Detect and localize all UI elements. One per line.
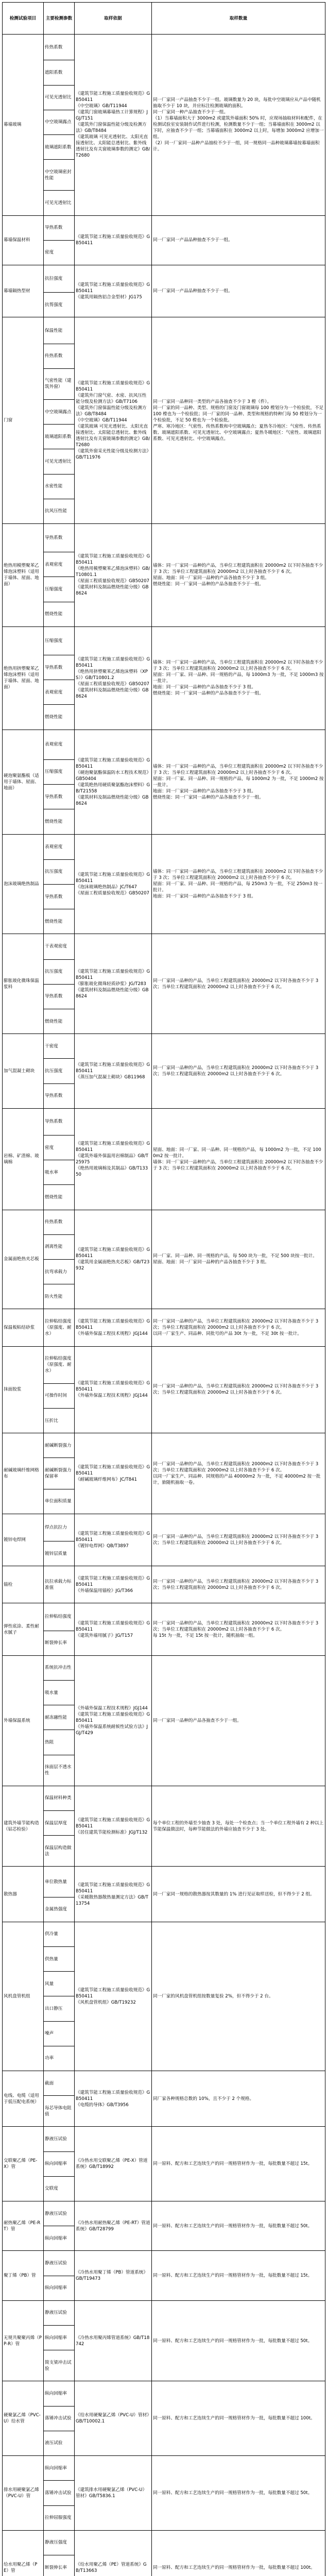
test-item-cell: 保温板粘结砂浆 (3, 1309, 44, 1346)
parameter-cell: 拉伸屈服强度 (44, 2505, 75, 2530)
parameter-cell: 燃烧性能 (44, 1185, 75, 1210)
table-body (3, 35, 325, 2576)
sampling-quantity-cell: 同一厂家同一品种的产品各抽查不少于一组。 (152, 1655, 325, 1786)
parameter-cell: 液压试验 (44, 2431, 75, 2455)
parameter-cell: 剥离性能 (44, 1234, 75, 1259)
table-row (3, 1210, 325, 1234)
table-row (3, 215, 325, 240)
sampling-basis-cell: 《建筑节能工程施工质量验收规范》GB50411 《外墙外保温工程技术规程》JGJ144 (75, 1309, 152, 1346)
header-row (3, 3, 325, 35)
parameter-cell: 可操作时间 (44, 1383, 75, 1408)
parameter-cell: 表观密度 (44, 834, 75, 859)
parameter-cell: 密度 (44, 240, 75, 265)
table-row (3, 317, 325, 344)
parameter-cell: 抹面层不透水性 (44, 1755, 75, 1786)
sampling-quantity-cell: 同一厂家同一品种的产品，当单位工程建筑面积在 20000m2 以下时各抽查不少于 3 次；当单位工程建筑面积在 20000m2 以上时各抽查不少于 6 次。 以同一厂家生产、同品种、同规格的产品 40000m2 为一批，不足 40000m2 按一批计，旅随机抽取一卷。 (152, 1433, 325, 1514)
sampling-basis-cell: 《建筑节能工程施工质量验收规范》GB50411 《蒸压加气混凝土砌块》GB11968 (75, 1034, 152, 1109)
parameter-cell: 导热系数 (44, 215, 75, 240)
parameter-cell: 吸水量 (44, 1681, 75, 1705)
sampling-quantity-cell: 屋面、地面：同一厂家、同一品种、同一规格的产品，每 1000m2 为一批，不足 1000m2 按一批计。 墙体：同一厂家同一品种的产品，当单位工程建筑面积在 20000m2 以下时各抽查不少于 3 次；当单位工程建筑面积在 20000m2 以上时各抽查不少于 6 次。 (152, 1108, 325, 1210)
test-item-cell: 抹面胶浆 (3, 1346, 44, 1433)
parameter-cell: 传热系数 (44, 344, 75, 368)
parameter-cell: 密度 (44, 1135, 75, 1160)
sampling-quantity-cell: 同一厂家同一品种的产品，当单位工程建筑面积在 20000m2 以下时各抽查不少于 3 次；当单位工程建筑面积在 20000m2 以上时各抽查不少于 6 次。 每 15t 为一批，不足 15t 按一批计，随机抽取一组。 (152, 1603, 325, 1655)
sampling-quantity-cell: 同一原料、配方和工艺连续生产的同一规格管材作为一批，每批数量不超过 50t。 (152, 2456, 325, 2531)
parameter-cell: 抗弯承载力 (44, 1259, 75, 1284)
test-item-cell: 幕墙隔热型材 (3, 265, 44, 317)
table-row (3, 1108, 325, 1135)
sampling-basis-cell: 《给水用聚乙烯（PE）管道系统》GB/T13663 (75, 2530, 152, 2576)
parameter-cell: 水密性能 (44, 474, 75, 499)
sampling-basis-cell: 《建筑节能工程施工质量验收规范》GB50411 《电缆的导体》GB/T3956 (75, 2071, 152, 2127)
test-item-cell: 风机盘管机组 (3, 1922, 44, 2071)
sampling-basis-cell: 《建筑节能工程施工质量验收规范》GB50411 《建筑用金属面绝热夹芯板》GB/T23932 (75, 1210, 152, 1309)
sampling-quantity-cell: 同一原料、配方和工艺连续生产的同一规格管材作为一批，每批数量不超过 100t。 (152, 2530, 325, 2576)
sampling-quantity-cell: 同一厂家同一品种的产品，当单位工程建筑面积在 20000m2 以下时各抽查不少于 3 次；当单位工程建筑面积在 20000m2 以上时各抽查不少于 6 次。 以同一厂家生产、同品种、同批号的产品 30t 为一批，不足 30t 按一批计。 (152, 1309, 325, 1346)
test-item-cell: 膨胀玻化微珠保温浆料 (3, 934, 44, 1034)
test-item-cell: 弹性底涂、柔性耐水腻子 (3, 1603, 44, 1655)
test-item-cell: 锚栓 (3, 1566, 44, 1603)
test-item-cell: 排水用硬聚氯乙烯（PVC-U）管 (3, 2456, 44, 2531)
sampling-basis-cell: 《建筑节能工程施工质量验收规范》GB50411 《采暖散热器散热量测定方法》GB/T13754 (75, 1867, 152, 1922)
parameter-cell: 纵向回缩率 (44, 2151, 75, 2176)
parameter-cell: 抗拉承载力标准值 (44, 1566, 75, 1603)
parameter-cell: 压缩强度 (44, 626, 75, 655)
parameter-cell: 抗压强度 (44, 959, 75, 984)
parameter-cell: 干密度 (44, 1034, 75, 1059)
table-row (3, 1922, 325, 1946)
sampling-quantity-cell: 同一厂家同一品种的产品，当单位工程建筑面积在 20000m2 以下时各抽查不少于 3 次；当单位工程建筑面积在 20000m2 以上时各抽查不少于 6 次。 (152, 1034, 325, 1109)
parameter-cell: 干表观密度 (44, 934, 75, 959)
parameter-cell: 供冷量 (44, 1922, 75, 1946)
table-row (3, 1603, 325, 1631)
sampling-basis-cell: 《冷热水用聚丙烯管道系统》GB/T18742 (75, 2300, 152, 2381)
parameter-cell: 交联度 (44, 2176, 75, 2201)
parameter-cell: 拉伸粘结强度（原强度、耐水） (44, 1346, 75, 1383)
parameter-cell: 燃烧性能 (44, 809, 75, 834)
parameter-cell: 静液压试验 (44, 2251, 75, 2276)
sampling-quantity-cell: 同一厂家的风机盘管机组按数量复验 2%，但不得少于 2 台。 (152, 1922, 325, 2071)
parameter-cell: 燃烧性能 (44, 909, 75, 934)
parameter-cell: 风量 (44, 1972, 75, 1996)
parameter-cell: 噪声 (44, 2021, 75, 2046)
parameter-cell: 压缩强度 (44, 577, 75, 602)
table-row (3, 626, 325, 655)
parameter-cell: 抗压强度 (44, 859, 75, 884)
parameter-cell: 导热系数 (44, 785, 75, 809)
table-row (3, 2456, 325, 2481)
sampling-basis-cell: 《建筑节能工程施工质量验收规范》GB50411 《建筑外墙外保温用岩棉制品》GB/T25975 《绝热用玻璃棉及其制品》GB/T13350 (75, 1108, 152, 1210)
sampling-basis-cell: 《外墙外保温工程技术规程》JGJ144 《建筑节能工程施工质量验收规范》GB50411 《外墙外保温系统耐候性试验方法》JGJ/T429 (75, 1655, 152, 1786)
sampling-basis-cell: 《建筑节能工程施工质量验收规范》GB50411 (75, 215, 152, 265)
parameter-cell: 功率 (44, 2046, 75, 2071)
table-row (3, 2071, 325, 2096)
table-row (3, 1786, 325, 1810)
sampling-quantity-cell: 同一厂家同一品种的产品，当单位工程建筑面积在 20000m2 以下时各抽查不少于 3 次；当单位工程建筑面积在 20000m2 以上时各抽查不少于 6 次。 (152, 1346, 325, 1433)
parameter-cell: 防火性能 (44, 1284, 75, 1309)
test-item-cell: 散热器 (3, 1867, 44, 1922)
parameter-cell: 金属热强度 (44, 1897, 75, 1922)
parameter-cell: 可见光透射比 (44, 85, 75, 110)
test-item-cell: 建筑外墙节能构造（钻芯检验） (3, 1786, 44, 1867)
sampling-quantity-cell: 同一原料、配方和工艺连续生产的同一规格管材作为一批，每批数量不超过 100t。 (152, 2381, 325, 2456)
test-item-cell: 金属面绝热夹芯板 (3, 1210, 44, 1309)
parameter-cell: 抗剪强度 (44, 293, 75, 317)
parameter-cell: 抗压强度 (44, 1059, 75, 1083)
sampling-quantity-cell: 墙体：同一厂家同一品种的产品，当单位工程建筑面积在 20000m2 以下时各抽查不少于 3 次；当单位工程建筑面积在 20000m2 以上时各抽查不少于 6 次。 屋面、地面：同一厂家同一品种的产品各抽查不少于 3 组。 燃烧性能：同一厂家同一品种的产品各抽查不少于一组。 (152, 524, 325, 627)
sampling-basis-cell: 《建筑节能工程施工质量验收规范》GB50411 《膨胀玻化微珠轻质砂浆》JG/T283 《建筑材料及制品燃烧性能分级》GB8624 (75, 934, 152, 1034)
sampling-spec-table (2, 2, 325, 2576)
sampling-basis-cell: 《建筑节能工程施工质量验收规范》GB50411 《建筑用隔热铝合金型材》JG175 (75, 265, 152, 317)
test-item-cell: 幕墙玻璃 (3, 35, 44, 215)
parameter-cell: 传热系数 (44, 35, 75, 60)
parameter-cell: 中空玻璃露点 (44, 110, 75, 134)
table-row (3, 1514, 325, 1541)
parameter-cell: 导热系数 (44, 524, 75, 552)
parameter-cell: 导热系数 (44, 655, 75, 680)
sampling-basis-cell: 《建筑节能工程施工质量验收规范》GB50411 《中空玻璃》GB/T11944 《建筑门窗玻璃幕墙热工计算规程》JGJ/T151 《建筑外门窗保温性能分级及检测方法》GB/T8484 《建筑玻璃 可见光透射比、太阳光直接透射比、太阳能总透射比、紫外线透射比及有关窗玻璃参数的测定》GB/T2680 (75, 35, 152, 215)
table-row (3, 2530, 325, 2555)
parameter-cell: 导热系数 (44, 1108, 75, 1135)
parameter-cell: 焊点抗拉力 (44, 1514, 75, 1541)
parameter-cell: 断裂伸长率 (44, 2555, 75, 2576)
parameter-cell: 压缩强度 (44, 759, 75, 784)
parameter-cell: 静液压试验 (44, 2127, 75, 2151)
test-item-cell: 交联聚乙烯（PE-X）管 (3, 2127, 44, 2201)
parameter-cell: 镀锌层质量 (44, 1541, 75, 1566)
test-item-cell: 绝热用模塑聚苯乙烯泡沫塑料（适用于墙体、屋面、地面） (3, 524, 44, 627)
sampling-basis-cell: 《建筑节能工程施工质量验收规范》GB50411 《镀锌电焊网》QB/T3897 (75, 1514, 152, 1566)
parameter-cell: 静液压试验 (44, 2300, 75, 2325)
sampling-basis-cell: 《建筑节能工程施工质量验收规范》GB50411 《耐碱玻璃纤维网布》JC/T841 (75, 1433, 152, 1514)
parameter-cell: 可见光透射比 (44, 191, 75, 215)
parameter-cell: 每芯导体电阻值 (44, 2096, 75, 2127)
parameter-cell: 耐碱断裂强力保留率 (44, 1458, 75, 1489)
sampling-quantity-cell: 同厂家各种规格总数的 10%，且不少于 2 个规格。 (152, 2071, 325, 2127)
table-row (3, 2300, 325, 2325)
parameter-cell: 保温层厚度 (44, 1811, 75, 1836)
parameter-cell: 遮阳系数 (44, 60, 75, 85)
test-item-cell: 硬聚氯乙烯（PVC-U）给水管 (3, 2381, 44, 2456)
table-row (3, 1309, 325, 1346)
test-item-cell: 电线、电缆（适用于低压配电系统） (3, 2071, 44, 2127)
sampling-basis-cell: 《建筑节能工程施工质量验收规范》GB50411 《硬泡聚氨酯保温防水工程技术规范》GB50404 《建筑绝热用硬质聚氨酯泡沫塑料》GB/T21558 《建筑材料及制品燃烧性能分级》GB8624 (75, 730, 152, 834)
parameter-cell: 热阻 (44, 1730, 75, 1755)
sampling-basis-cell: 《建筑节能工程施工质量验收规范》GB50411 《绝热用挤塑聚苯乙烯泡沫塑料（XPS）》GB/T10801.2 《屋面工程质量验收规范》GB50207 《建筑材料及制品燃烧性能分级》GB8624 (75, 626, 152, 730)
parameter-cell: 供热量 (44, 1947, 75, 1972)
parameter-cell: 拉伸粘结强度（原强度、耐水） (44, 1309, 75, 1346)
sampling-basis-cell: 《冷热水用交联聚乙烯（PE-X）管道系统》GB/T18992 (75, 2127, 152, 2201)
sampling-quantity-cell: 墙体：同一厂家同一品种的产品，当单位工程建筑面积在 20000m2 以下时各抽查不少于 3 次；当单位工程建筑面积在 20000m2 以上时各抽查不少于 6 次。 屋面：同一厂家、同一品种、同一规格的产品，每 250m3 为一批，不足 250m3 按一批计。 地面：同一厂家同一品种的产品各抽查不少于 3 组。 (152, 834, 325, 934)
parameter-cell: 可见光透射比 (44, 449, 75, 474)
header-sampling-quantity: 取样数量 (152, 3, 325, 35)
parameter-cell: 导热系数 (44, 884, 75, 909)
sampling-quantity-cell: 同一厂家同一产品品种抽查不少于一组。 (152, 215, 325, 265)
table-row (3, 2381, 325, 2406)
header-test-item: 检测试验项目 (3, 3, 44, 35)
parameter-cell: 燃烧性能 (44, 1009, 75, 1033)
sampling-basis-cell: 《建筑节能工程施工质量验收规范》GB50411 《建筑外墙用腻子》JG/T157 (75, 1603, 152, 1655)
parameter-cell: 保温性能 (44, 317, 75, 344)
test-item-cell: 加气混凝土砌块 (3, 1034, 44, 1109)
parameter-cell: 玻璃遮阳系数 (44, 425, 75, 449)
parameter-cell: 单位面积质量 (44, 1489, 75, 1514)
sampling-quantity-cell: 每个单位工程的外墙至少抽查 3 处，每处一个检查点；当一个单位工程外墙有 2 种以上节能保温做法时，每种节能做法的外墙应抽查不少于 3 处。 (152, 1786, 325, 1867)
parameter-cell: 断裂伸长率 (44, 1631, 75, 1655)
table-row (3, 934, 325, 959)
table-row (3, 1433, 325, 1458)
parameter-cell: 玻璃遮阳系数 (44, 135, 75, 160)
parameter-cell: 表观密度 (44, 552, 75, 577)
header-main-params: 主要检测参数 (44, 3, 75, 35)
table-row (3, 730, 325, 759)
parameter-cell: 纵向回缩率 (44, 2456, 75, 2481)
test-item-cell: 镀锌电焊网 (3, 1514, 44, 1566)
table-row (3, 1566, 325, 1603)
parameter-cell: 表观密度 (44, 680, 75, 705)
parameter-cell: 静液压试验 (44, 2201, 75, 2226)
sampling-quantity-cell: 同一厂家同一品种同一类型的产品各抽查不少于 3 樘（件）。 同一厂家的同一品种、类型、规格的门窗及门窗玻璃每 100 樘划分为一个检验批，不足 100 樘也为一个检验批；同一厂家的同一品种、类型和规格的特种门每 50 樘划分为一个检验批，不足 50 樘也为一个检验批。 严寒、寒冷地区：气密性、传热系数和中空玻璃露点；夏热冬冷地区：气密性、传热系数、玻璃遮阳系数、可见光透射比、中空玻璃露点；夏热冬暖地区：气密性、玻璃遮阳系数、可见光透射比、中空玻璃露点。 (152, 317, 325, 524)
table-row (3, 2251, 325, 2276)
parameter-cell: 中空玻璃露点 (44, 400, 75, 425)
parameter-cell: 保温层构造做法 (44, 1836, 75, 1867)
test-item-cell: 硬泡聚氨酯板（适用于墙体、屋面、地面） (3, 730, 44, 834)
test-item-cell: 聚丁烯（PB）管 (3, 2251, 44, 2300)
sampling-quantity-cell: 同一厂家、同一品种、同一规格的产品，每 500 块为一批，不足 500 块按一批计。 屋面、地面：同一厂家同一品种的产品各抽查不少于 3 组。 (152, 1210, 325, 1309)
parameter-cell: 截面 (44, 2071, 75, 2096)
parameter-cell: 拉伸粘结强度 (44, 1603, 75, 1631)
sampling-quantity-cell: 同一原料、配方和工艺连续生产的同一规格管材作为一批，每批数量不超过 15t。 (152, 2251, 325, 2300)
sampling-quantity-cell: 同一原料、配方和工艺连续生产的同一规格管材作为一批，每批数量不超过 15t。 (152, 2127, 325, 2201)
sampling-basis-cell: 《冷热水用聚丁烯（PB）管道系统》GB/T19473 (75, 2251, 152, 2300)
parameter-cell: 落锤冲击试验 (44, 2481, 75, 2505)
sampling-quantity-cell: 墙体：同一厂家同一品种的产品，当单位工程建筑面积在 20000m2 以下时各抽查不少于 3 次；当单位工程建筑面积在 20000m2 以上时各抽查不少于 6 次。 屋面：同一厂家、同一品种、同一规格的产品，每 1000m2 为一批，不足 1000m2 按一批计。 地面：同一厂家同一品种的产品各抽查不少于 3 组。 燃烧性能：同一厂家同一品种的产品各抽查不少于一组。 (152, 730, 325, 834)
sampling-basis-cell: 《建筑节能工程施工质量验收规范》GB50411 《外墙保温用锚栓》JG/T366 (75, 1566, 152, 1603)
parameter-cell: 抗拉强度 (44, 265, 75, 293)
parameter-cell: 传热系数 (44, 1210, 75, 1234)
table-row (3, 35, 325, 60)
table-row (3, 1867, 325, 1897)
parameter-cell: 简支梁冲击试验 (44, 2350, 75, 2381)
parameter-cell: 表观密度 (44, 730, 75, 759)
sampling-quantity-cell: 同一厂家同一规格的散热器按其数量的 1% 进行见证取样送检，但不得少于 2 组。 (152, 1867, 325, 1922)
sampling-basis-cell: 《建筑节能工程施工质量验收规范》GB50411 《风机盘管机组》GB/T19232 (75, 1922, 152, 2071)
table-row (3, 1655, 325, 1680)
test-item-cell: 耐热聚乙烯（PE-RT）管 (3, 2201, 44, 2251)
sampling-basis-cell: 《建筑节能工程施工质量验收规范》GB50411 《建筑外门窗气密、水密、抗风压性能分级及检测方法》GB/T7106 《建筑外门窗保温性能分级及检测方法》GB/T8484 《中空玻璃》GB/T11944 《建筑玻璃 可见光透射比、太阳光直接透射比、太阳能总透射比、紫外线透射比及有关窗玻璃参数的测定》GB/T2680 《建筑外窗采光性能分级及检测方法》GB/T11976 (75, 317, 152, 524)
parameter-cell: 纵向回缩率 (44, 2226, 75, 2251)
parameter-cell: 燃烧性能 (44, 602, 75, 626)
parameter-cell: 耐冻融性能 (44, 1705, 75, 1730)
sampling-basis-cell: 《建筑节能工程施工质量验收规范》GB50411 《居住建筑节能检测标准》JGJ/T132 (75, 1786, 152, 1867)
parameter-cell: 保温材料种类 (44, 1786, 75, 1810)
test-item-cell: 泡沫玻璃绝热制品 (3, 834, 44, 934)
parameter-cell: 耐碱断裂强力 (44, 1433, 75, 1458)
table-row (3, 2201, 325, 2226)
sampling-basis-cell: 《建筑排水用硬聚氯乙烯（PVC-U）管材》GB/T5836.1 (75, 2456, 152, 2531)
test-item-cell: 门窗 (3, 317, 44, 524)
test-item-cell: 无规共聚聚丙烯（PP-R）管 (3, 2300, 44, 2381)
test-item-cell: 绝热用挤塑聚苯乙烯泡沫塑料（适用于墙体、屋面、地面） (3, 626, 44, 730)
header-sampling-basis: 取样依据 (75, 3, 152, 35)
parameter-cell: 纵向回缩率 (44, 2276, 75, 2300)
table-row (3, 1346, 325, 1383)
table-row (3, 265, 325, 293)
test-item-cell: 给水用聚乙烯（PE）管 (3, 2530, 44, 2576)
table-row (3, 524, 325, 552)
parameter-cell: 燃烧性能 (44, 705, 75, 730)
test-item-cell: 外墙保温系统 (3, 1655, 44, 1786)
sampling-basis-cell: 《建筑节能工程施工质量验收规范》GB50411 《泡沫玻璃绝热制品》JC/T647 《屋面工程质量验收规范》GB50207 (75, 834, 152, 934)
parameter-cell: 纵向回缩率 (44, 2326, 75, 2350)
sampling-quantity-cell: 同一原料、配方和工艺连续生产的同一规格管材作为一批，每批数量不超过 50t。 (152, 2201, 325, 2251)
parameter-cell: 抗风压性能 (44, 499, 75, 523)
table-row (3, 834, 325, 859)
sampling-quantity-cell: 同一厂家同一品种的产品，当单位工程建筑面积在 20000m2 以下时各抽查不少于 3 次；当单位工程建筑面积在 20000m2 以上时各抽查不少于 6 次。 (152, 1514, 325, 1566)
sampling-quantity-cell: 同一厂家同一品种的产品，当单位工程建筑面积在 20000m2 以下时各抽查不少于 3 次；当单位工程建筑面积在 20000m2 以上时各抽查不少于 6 次。 (152, 934, 325, 1034)
sampling-quantity-cell: 同一厂家同一产品品种抽查不少于一组。 (152, 265, 325, 317)
sampling-quantity-cell: 同一原料、配方和工艺连续生产的同一规格管材作为一批，每批数量不超过 50t。 (152, 2300, 325, 2381)
table-row (3, 1034, 325, 1059)
parameter-cell: 吸水率 (44, 1160, 75, 1185)
sampling-basis-cell: 《冷热水用耐热聚乙烯（PE-RT）管道系统》GB/T28799 (75, 2201, 152, 2251)
parameter-cell: 导热系数 (44, 984, 75, 1009)
parameter-cell: 单位散热量 (44, 1867, 75, 1897)
sampling-basis-cell: 《给水用硬聚氯乙烯（PVC-U）管材》GB/T10002.1 (75, 2381, 152, 2456)
sampling-basis-cell: 《建筑节能工程施工质量验收规范》GB50411 《绝热用模塑聚苯乙烯泡沫塑料》GB/T10801.1 《屋面工程质量验收规范》GB50207 《建筑材料及制品燃烧性能分级》GB8624 (75, 524, 152, 627)
test-item-cell: 耐碱玻璃纤维网格布 (3, 1433, 44, 1514)
parameter-cell: 系统抗冲击性 (44, 1655, 75, 1680)
sampling-quantity-cell: 墙体：同一厂家同一品种的产品，当单位工程建筑面积在 20000m2 以下时各抽查不少于 3 次；当单位工程建筑面积在 20000m2 以上时各抽查不少于 6 次。 屋面：同一厂家、同一品种、同一规格的产品，每 1000m3 为一批，不足 1000m3 按一批计。 地面：同一厂家同一品种的产品各抽查不少于 3 组。 燃烧性能：同一厂家同一品种的产品各抽查不少于一组。 (152, 626, 325, 730)
parameter-cell: 中空玻璃密封性能 (44, 160, 75, 191)
parameter-cell: 纵向回缩率 (44, 2381, 75, 2406)
parameter-cell: 静液压强度 (44, 2530, 75, 2555)
parameter-cell: 落锤冲击试验 (44, 2406, 75, 2431)
parameter-cell: 出口静压 (44, 1996, 75, 2021)
test-item-cell: 岩棉、矿渣棉、玻璃棉 (3, 1108, 44, 1210)
table-header (3, 3, 325, 35)
parameter-cell: 气密性能（建筑外窗） (44, 368, 75, 399)
parameter-cell: 压折比 (44, 1408, 75, 1433)
table-row (3, 2127, 325, 2151)
test-item-cell: 幕墙保温材料 (3, 215, 44, 265)
sampling-basis-cell: 《建筑节能工程施工质量验收规范》GB50411 《外墙外保温工程技术规程》JGJ144 (75, 1346, 152, 1433)
sampling-quantity-cell: 同一厂家同一品种的产品，当单位工程建筑面积在 20000m2 以下时各抽查不少于 3 次；当单位工程建筑面积在 20000m2 以上时各抽查不少于 6 次。 (152, 1566, 325, 1603)
parameter-cell: 导热系数 (44, 1083, 75, 1108)
sampling-quantity-cell: 同一厂家同一产品抽查不少于一组。玻璃数量为 20 块，每批中空玻璃应从产品中随机抽取不少于 10 块，并应标注检测玻璃的面积。 同一厂家同一种产品抽查不少于一组。 （1）当幕墙面积大于 3000m2 或建筑外墙面积 50% 时，应现场抽取材料和配件，在检测试验室安装制作试件进行检测，检测数量不少于一组；当幕墙面积在 3000m2 以下时，应抽查不少于一组；当幕墙面积在 3000m2 以上时，每增加 3000m2 应增加一组。 （2）同一厂家同一品种产品抽检不少于一组，同一规格同一品种玻璃幕墙按幕墙面积计。 (152, 35, 325, 215)
